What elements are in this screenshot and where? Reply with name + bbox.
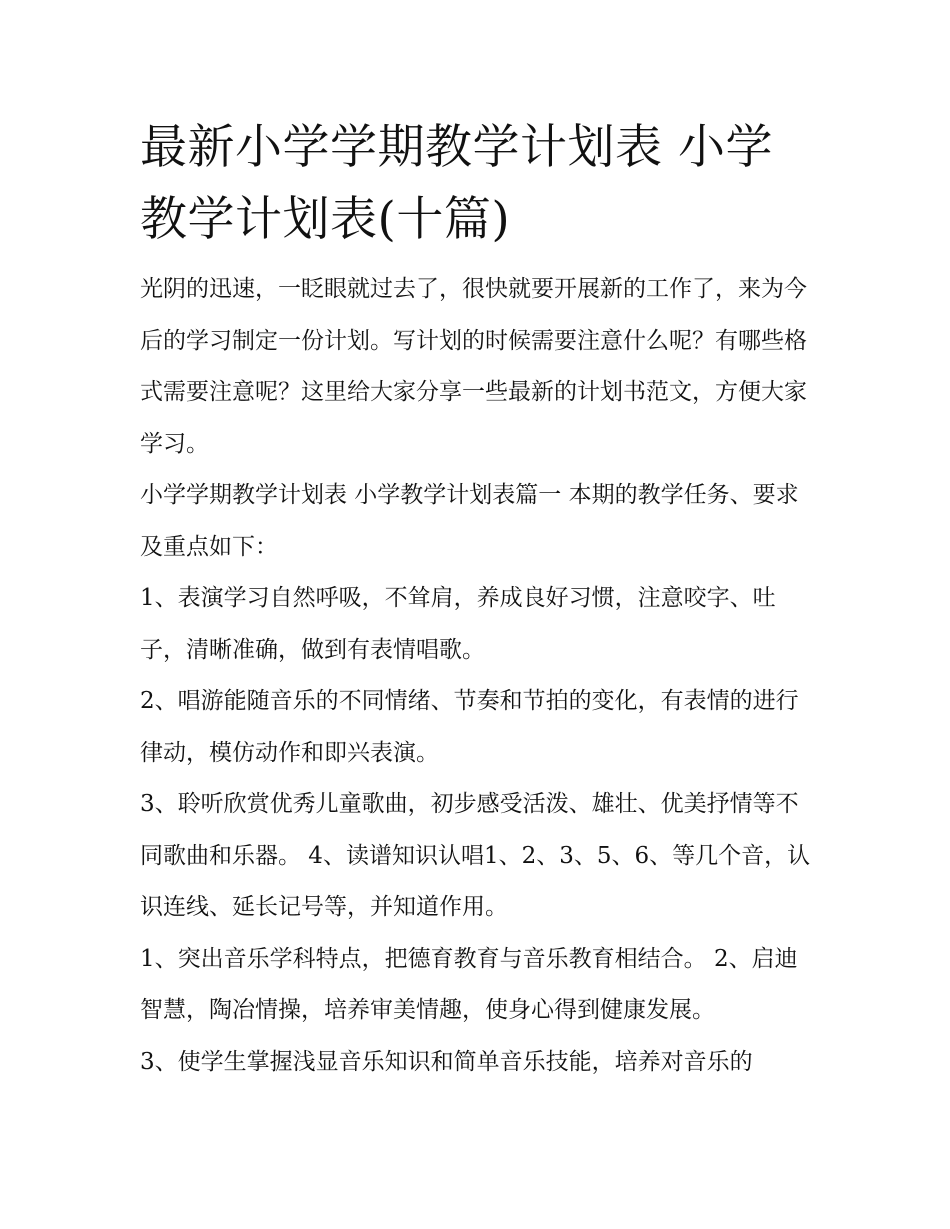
document-body <box>140 112 820 1088</box>
paragraph-section-heading: 小学学期教学计划表 小学教学计划表篇一 本期的教学任务、要求及重点如下： <box>140 482 799 560</box>
paragraph-intro: 光阴的迅速，一眨眼就过去了，很快就要开展新的工作了，来为今后的学习制定一份计划。写计划的时候需要注意什么呢？有哪些格式需要注意呢？这里给大家分享一些最新的计划书范文，方便大家学习。 <box>140 276 807 457</box>
document-title: 最新小学学期教学计划表 小学教学计划表(十篇) <box>140 120 773 247</box>
paragraph-goal-3: 3、使学生掌握浅显音乐知识和简单音乐技能，培养对音乐的 <box>140 1048 753 1075</box>
paragraph-item-3-4: 3、聆听欣赏优秀儿童歌曲，初步感受活泼、雄壮、优美抒情等不同歌曲和乐器。 4、读谱知识认唱1、2、3、5、6、等几个音，认识连线、延长记号等，并知道作用。 <box>140 791 811 920</box>
paragraph-goals-1-2: 1、突出音乐学科特点，把德育教育与音乐教育相结合。 2、启迪智慧，陶冶情操，培养审美情趣，使身心得到健康发展。 <box>140 945 798 1023</box>
paragraph-item-2: 2、唱游能随音乐的不同情绪、节奏和节拍的变化，有表情的进行律动，模仿动作和即兴表演。 <box>140 688 799 766</box>
paragraph-item-1: 1、表演学习自然呼吸，不耸肩，养成良好习惯，注意咬字、吐子，清晰准确，做到有表情唱歌。 <box>140 585 776 663</box>
